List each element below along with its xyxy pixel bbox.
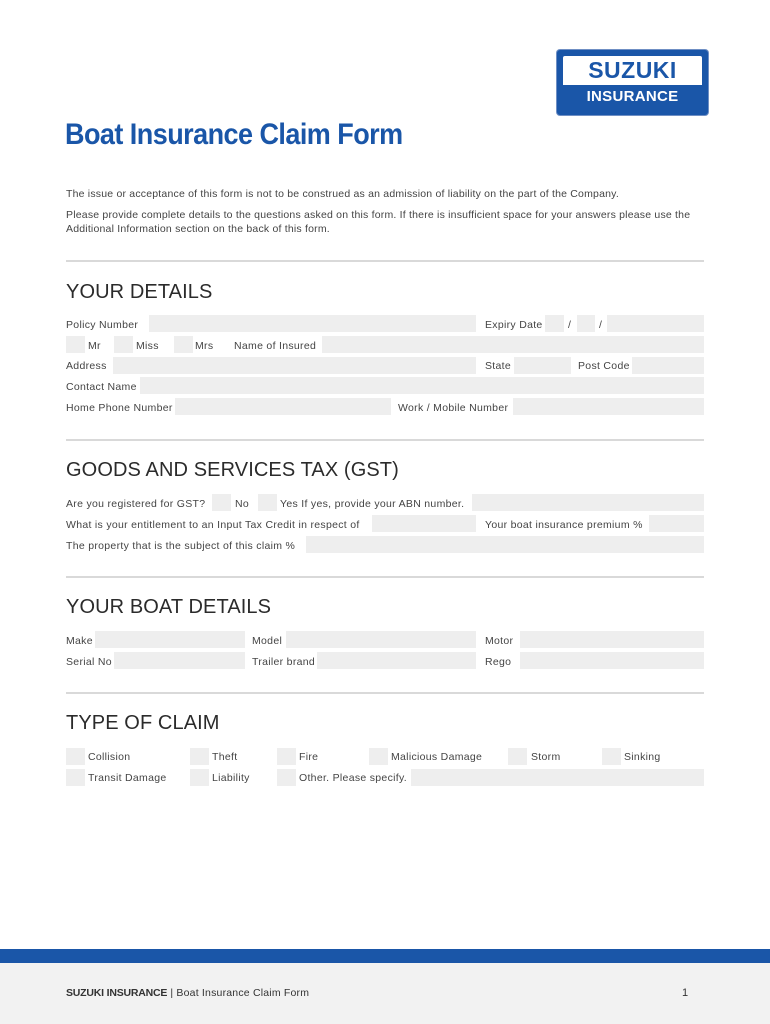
other-checkbox[interactable]: [277, 769, 296, 786]
make-label: Make: [66, 635, 93, 647]
malicious-damage-label: Malicious Damage: [391, 751, 483, 763]
miss-label: Miss: [136, 340, 159, 352]
fire-label: Fire: [299, 751, 319, 763]
section-heading-boat-details: YOUR BOAT DETAILS: [66, 596, 272, 618]
storm-checkbox[interactable]: [508, 748, 527, 765]
home-phone-label: Home Phone Number: [66, 402, 173, 414]
work-mobile-label: Work / Mobile Number: [398, 402, 509, 414]
other-label: Other. Please specify.: [299, 772, 407, 784]
gst-yes-label: Yes If yes, provide your ABN number.: [280, 498, 465, 510]
storm-label: Storm: [531, 751, 561, 763]
logo-insurance-text: INSURANCE: [586, 88, 679, 105]
page-number: 1: [682, 987, 689, 999]
fire-checkbox[interactable]: [277, 748, 296, 765]
state-field[interactable]: [514, 357, 571, 374]
rego-label: Rego: [485, 656, 512, 668]
transit-damage-label: Transit Damage: [88, 772, 167, 784]
policy-number-label: Policy Number: [66, 319, 139, 331]
gst-yes-checkbox[interactable]: [258, 494, 277, 511]
section-heading-your-details: YOUR DETAILS: [66, 281, 213, 303]
make-field[interactable]: [95, 631, 245, 648]
date-separator: /: [568, 319, 572, 331]
gst-no-checkbox[interactable]: [212, 494, 231, 511]
section-divider: [66, 260, 704, 262]
policy-number-field[interactable]: [149, 315, 476, 332]
section-heading-type-of-claim: TYPE OF CLAIM: [66, 712, 220, 734]
mrs-label: Mrs: [195, 340, 214, 352]
footer-doc-title: Boat Insurance Claim Form: [176, 987, 310, 999]
suzuki-insurance-logo: [557, 50, 708, 115]
address-field[interactable]: [113, 357, 476, 374]
intro-paragraph-1: The issue or acceptance of this form is not to be construed as an admission of liability on the part of the Company.: [66, 188, 619, 200]
contact-name-label: Contact Name: [66, 381, 137, 393]
section-divider: [66, 576, 704, 578]
motor-field[interactable]: [520, 631, 704, 648]
mrs-checkbox[interactable]: [174, 336, 193, 353]
property-percent-field[interactable]: [306, 536, 704, 553]
collision-checkbox[interactable]: [66, 748, 85, 765]
theft-label: Theft: [212, 751, 238, 763]
motor-label: Motor: [485, 635, 514, 647]
liability-label: Liability: [212, 772, 250, 784]
input-tax-credit-label: What is your entitlement to an Input Tax Credit in respect of: [66, 519, 360, 531]
mr-label: Mr: [88, 340, 101, 352]
expiry-day-field[interactable]: [545, 315, 564, 332]
logo-suzuki-text: SUZUKI: [563, 56, 702, 85]
model-field[interactable]: [286, 631, 476, 648]
theft-checkbox[interactable]: [190, 748, 209, 765]
date-separator: /: [599, 319, 603, 331]
gst-registered-label: Are you registered for GST?: [66, 498, 206, 510]
sinking-checkbox[interactable]: [602, 748, 621, 765]
state-label: State: [485, 360, 512, 372]
sinking-label: Sinking: [624, 751, 661, 763]
intro-paragraph-2: Please provide complete details to the questions asked on this form. If there is insufficient space for your answers please use the Additional Information section on the back of this form.: [66, 209, 691, 235]
premium-percent-field[interactable]: [649, 515, 704, 532]
footer-accent-bar: [0, 949, 770, 963]
address-label: Address: [66, 360, 107, 372]
name-of-insured-label: Name of Insured: [234, 340, 317, 352]
liability-checkbox[interactable]: [190, 769, 209, 786]
abn-number-field[interactable]: [472, 494, 704, 511]
expiry-month-field[interactable]: [577, 315, 595, 332]
serial-no-label: Serial No: [66, 656, 112, 668]
collision-label: Collision: [88, 751, 131, 763]
transit-damage-checkbox[interactable]: [66, 769, 85, 786]
trailer-brand-field[interactable]: [317, 652, 476, 669]
other-specify-field[interactable]: [411, 769, 704, 786]
miss-checkbox[interactable]: [114, 336, 133, 353]
page-title: Boat Insurance Claim Form: [65, 118, 403, 151]
rego-field[interactable]: [520, 652, 704, 669]
trailer-brand-label: Trailer brand: [252, 656, 316, 668]
post-code-label: Post Code: [578, 360, 630, 372]
work-mobile-field[interactable]: [513, 398, 704, 415]
malicious-damage-checkbox[interactable]: [369, 748, 388, 765]
contact-name-field[interactable]: [140, 377, 704, 394]
serial-no-field[interactable]: [114, 652, 245, 669]
footer-separator: |: [167, 987, 177, 999]
mr-checkbox[interactable]: [66, 336, 85, 353]
home-phone-field[interactable]: [175, 398, 391, 415]
footer-caption: [66, 987, 309, 999]
input-tax-credit-field[interactable]: [372, 515, 476, 532]
section-heading-gst: GOODS AND SERVICES TAX (GST): [66, 459, 399, 481]
post-code-field[interactable]: [632, 357, 704, 374]
expiry-year-field[interactable]: [607, 315, 704, 332]
property-percent-label: The property that is the subject of this claim %: [66, 540, 296, 552]
footer-brand: SUZUKI INSURANCE: [66, 987, 168, 999]
model-label: Model: [252, 635, 283, 647]
section-divider: [66, 439, 704, 441]
name-of-insured-field[interactable]: [322, 336, 704, 353]
gst-no-label: No: [235, 498, 250, 510]
section-divider: [66, 692, 704, 694]
premium-percent-label: Your boat insurance premium %: [485, 519, 643, 531]
expiry-date-label: Expiry Date: [485, 319, 543, 331]
